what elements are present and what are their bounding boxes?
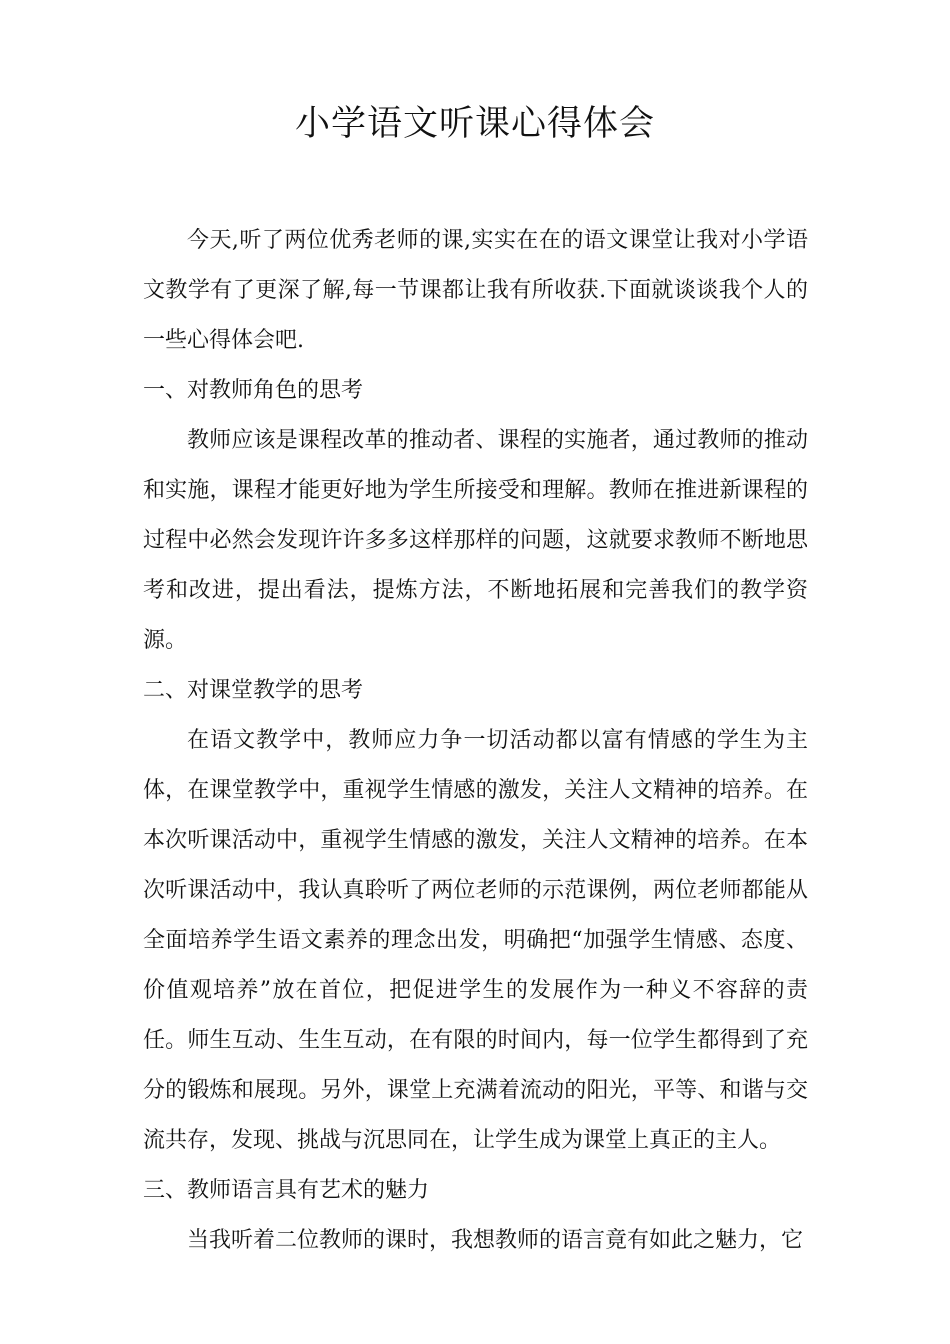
section-heading-teacher-role: 一、对教师角色的思考 <box>143 378 364 403</box>
document-body <box>143 216 808 1266</box>
intro-paragraph: 今天,听了两位优秀老师的课,实实在在的语文课堂让我对小学语文教学有了更深了解,每一节课都让我有所收获.下面就谈谈我个人的一些心得体会吧. <box>143 228 808 353</box>
section-paragraph-classroom-teaching: 在语文教学中，教师应力争一切活动都以富有情感的学生为主体，在课堂教学中，重视学生情感的激发，关注人文精神的培养。在本次听课活动中，重视学生情感的激发，关注人文精神的培养。在本次听课活动中，我认真聆听了两位老师的示范课例，两位老师都能从全面培养学生语文素养的理念出发，明确把“加强学生情感、态度、价值观培养”放在首位，把促进学生的发展作为一种义不容辞的责任。师生互动、生生互动，在有限的时间内，每一位学生都得到了充分的锻炼和展现。另外，课堂上充满着流动的阳光，平等、和谐与交流共存，发现、挑战与沉思同在，让学生成为课堂上真正的主人。 <box>143 728 808 1153</box>
document-title: 小学语文听课心得体会 <box>294 104 655 144</box>
section-paragraph-teacher-language: 当我听着二位教师的课时，我想教师的语言竟有如此之魅力，它 <box>187 1228 804 1253</box>
section-paragraph-teacher-role: 教师应该是课程改革的推动者、课程的实施者，通过教师的推动和实施，课程才能更好地为学生所接受和理解。教师在推进新课程的过程中必然会发现许许多多这样那样的问题，这就要求教师不断地思考和改进，提出看法，提炼方法，不断地拓展和完善我们的教学资源。 <box>143 428 808 653</box>
section-heading-classroom-teaching: 二、对课堂教学的思考 <box>143 678 364 703</box>
section-heading-teacher-language: 三、教师语言具有艺术的魅力 <box>143 1178 430 1203</box>
